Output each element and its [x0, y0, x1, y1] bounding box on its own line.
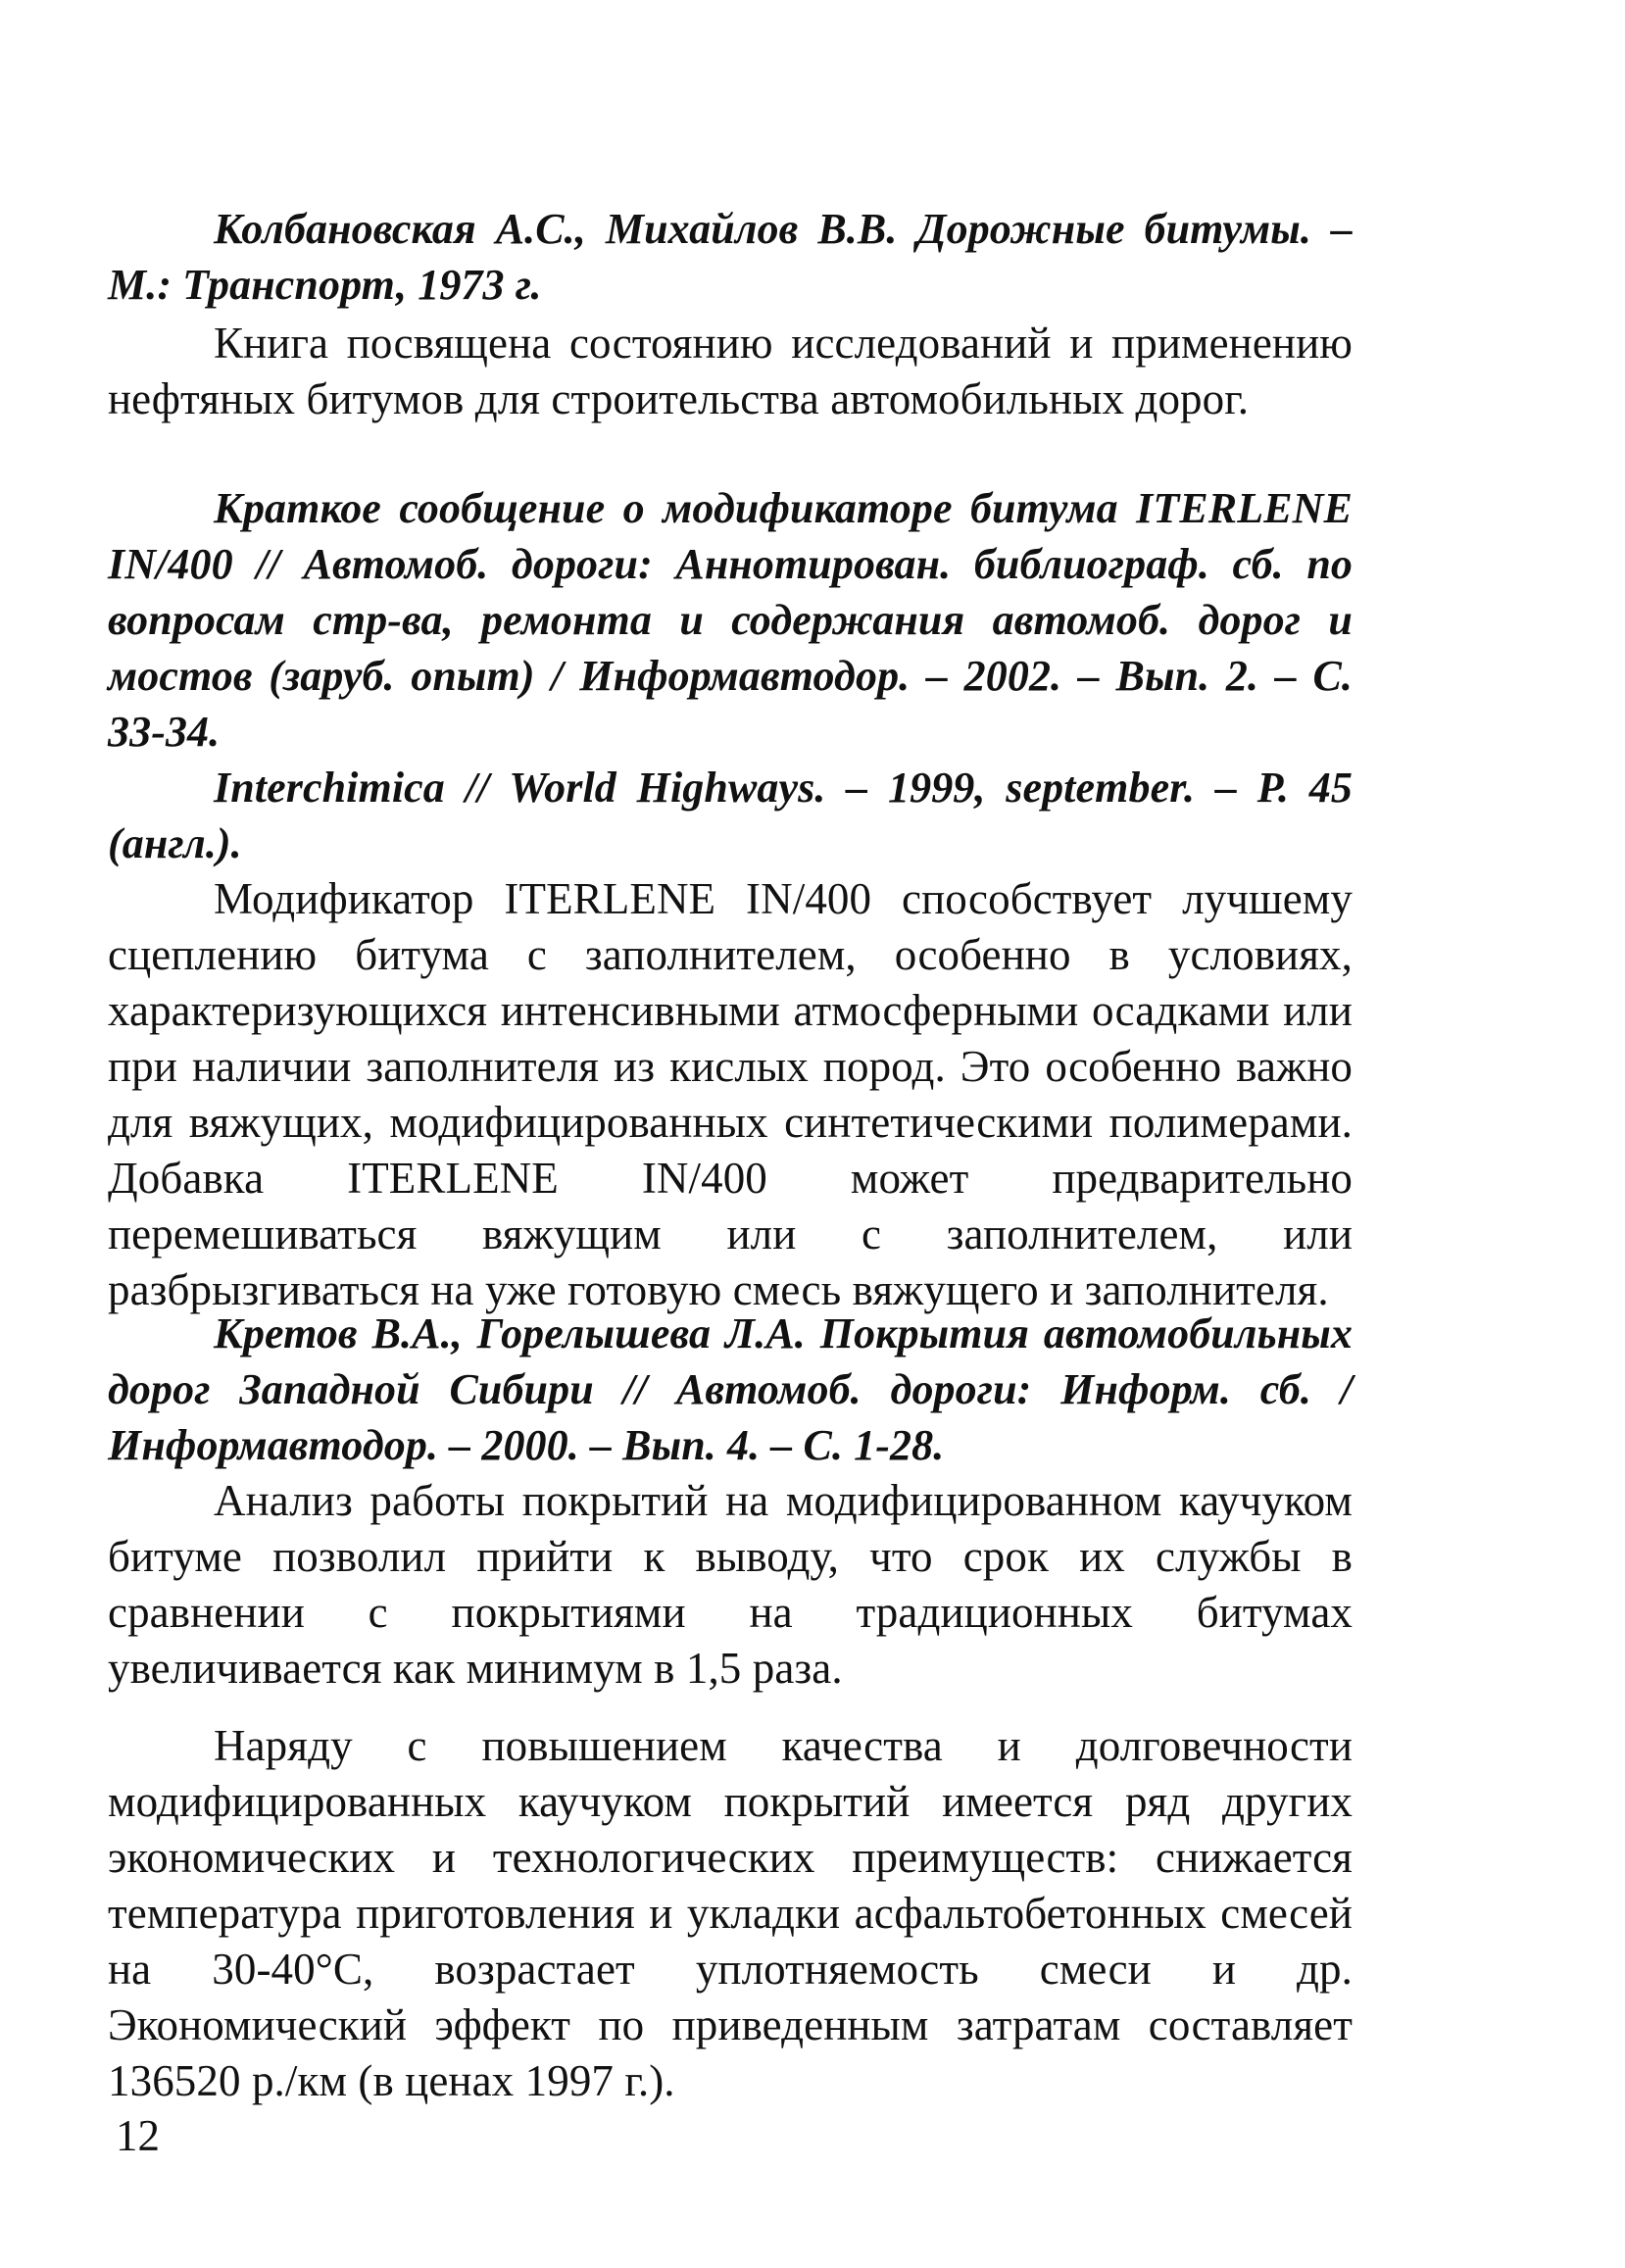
citation-source: Interchimica // World Highways. – 1999, september. – P. 45 (англ.). [108, 764, 1353, 867]
citation: Краткое сообщение о модификаторе битума ITERLENE IN/400 // Автомоб. дороги: Аннотирован. библиограф. сб. по вопросам стр-ва, ремонта и содержания автомоб. дорог и мостов (заруб. опыт) / Информавтодор. – 2002. – Вып. 2. – С. 33-34. [108, 484, 1353, 756]
abstract-paragraph: Анализ работы покрытий на модифицированном каучуком битуме позволил прийти к выводу, что срок их службы в сравнении с покрытиями на традиционных битумах увеличивается как минимум в 1,5 раза. [108, 1476, 1353, 1693]
citation: Колбановская А.С., Михайлов В.В. Дорожные битумы. – М.: Транспорт, 1973 г. [108, 205, 1353, 309]
citation: Кретов В.А., Горелышева Л.А. Покрытия автомобильных дорог Западной Сибири // Автомоб. дороги: Информ. сб. / Информавтодор. – 2000. – Вып. 4. – С. 1-28. [108, 1309, 1353, 1469]
page-number: 12 [116, 2111, 160, 2160]
abstract-paragraph: Модификатор ITERLENE IN/400 способствует лучшему сцеплению битума с заполнителем, особенно в условиях, характеризующихся интенсивными атмосферными осадками или при наличии заполнителя из кислых пород. Это особенно важно для вяжущих, модифицированных синтетическими полимерами. Добавка ITERLENE IN/400 может предварительно перемешиваться вяжущим или с заполнителем, или разбрызгиваться на уже готовую смесь вяжущего и заполнителя. [108, 874, 1353, 1314]
abstract-paragraph: Книга посвящена состоянию исследований и применению нефтяных битумов для строительства автомобильных дорог. [108, 319, 1353, 423]
bibliography-entry-kolbanovskaya [108, 201, 1353, 427]
abstract-paragraph: Наряду с повышением качества и долговечности модифицированных каучуком покрытий имеется ряд других экономических и технологических преимуществ: снижается температура приготовления и укладки асфальтобетонных смесей на 30-40°С, возрастает уплотняемость смеси и др. Экономический эффект по приведенным затратам составляет 136520 р./км (в ценах 1997 г.). [108, 1721, 1353, 2105]
bibliography-entry-iterlene [108, 480, 1353, 1318]
bibliography-entry-kretov [108, 1306, 1353, 2109]
